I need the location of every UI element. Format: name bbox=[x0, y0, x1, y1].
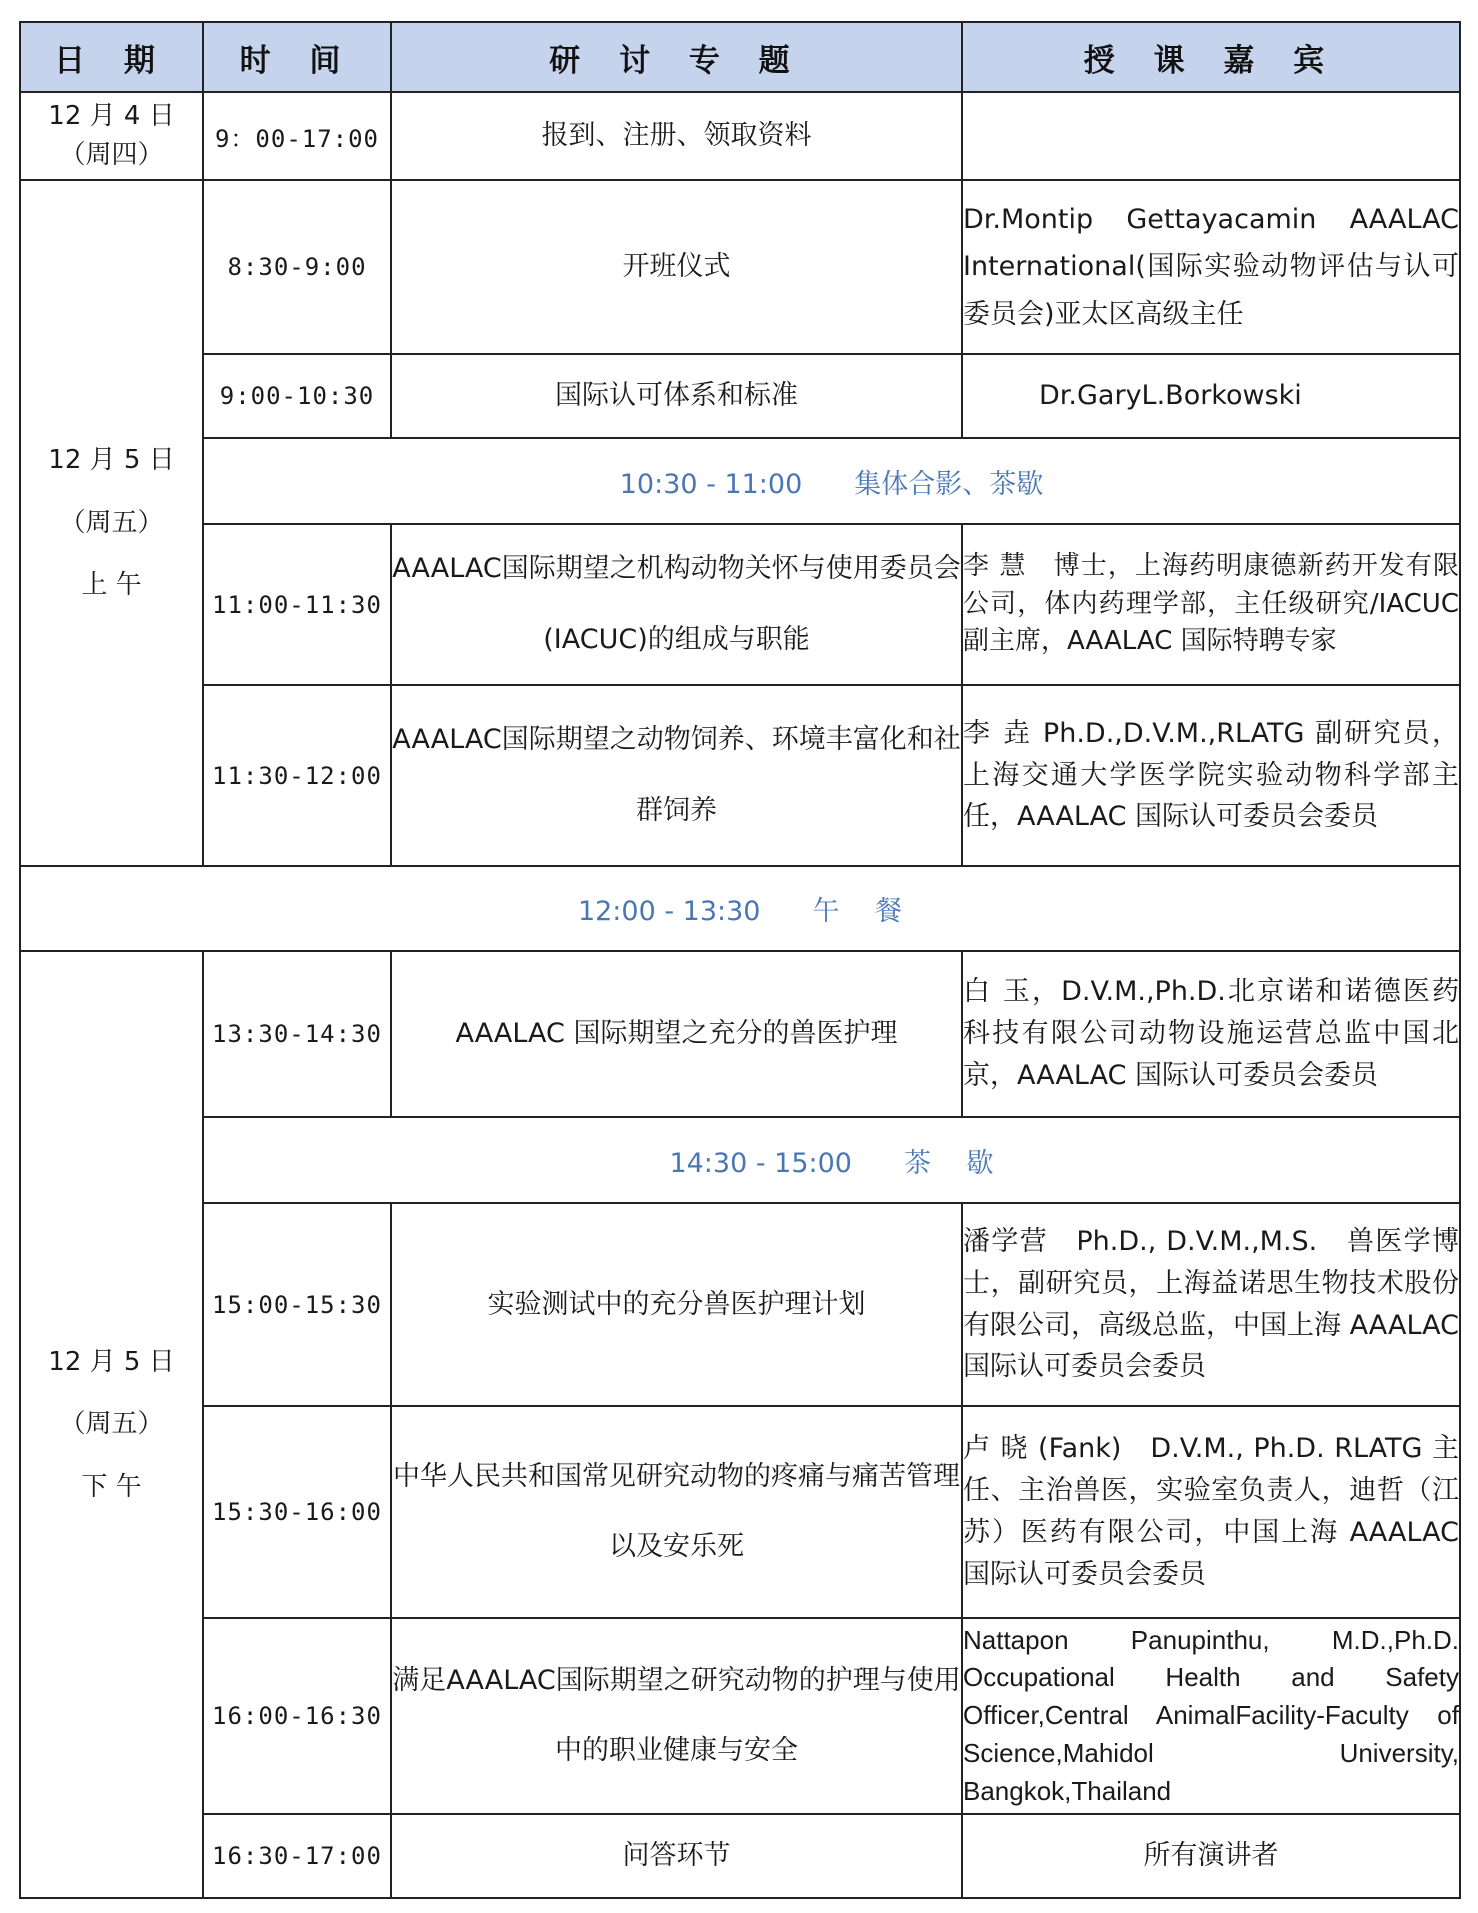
session-text: 上 午 bbox=[81, 570, 142, 601]
table-row bbox=[20, 1814, 1460, 1898]
speaker-cell: Dr.Montip Gettayacamin AAALAC International(国际实验动物评估与认可委员会)亚太区高级主任 bbox=[962, 180, 1460, 354]
time-cell: 16:00-16:30 bbox=[203, 1618, 391, 1814]
table-row bbox=[20, 354, 1460, 438]
break-label: 茶 歇 bbox=[903, 1147, 994, 1179]
break-time: 14:30 - 15:00 bbox=[669, 1147, 852, 1179]
date-text: 12 月 5 日 bbox=[48, 1346, 175, 1377]
time-cell: 11:00-11:30 bbox=[203, 524, 391, 685]
table-row bbox=[20, 1406, 1460, 1618]
speaker-cell: 卢 晓 (Fank) D.V.M., Ph.D. RLATG 主任、主治兽医，实验室负责人，迪哲（江苏）医药有限公司，中国上海 AAALAC 国际认可委员会委员 bbox=[962, 1406, 1460, 1618]
time-cell: 15:30-16:00 bbox=[203, 1406, 391, 1618]
break-row bbox=[20, 1117, 1460, 1203]
break-cell-lunch bbox=[20, 866, 1460, 951]
time-cell: 9：00-17:00 bbox=[203, 92, 391, 180]
header-topic: 研 讨 专 题 bbox=[391, 22, 962, 92]
table-row bbox=[20, 180, 1460, 354]
break-label: 集体合影、茶歇 bbox=[854, 468, 1044, 500]
table-row bbox=[20, 92, 1460, 180]
break-time: 10:30 - 11:00 bbox=[619, 468, 803, 500]
speaker-cell: Dr.GaryL.Borkowski bbox=[962, 354, 1460, 438]
speaker-cell: 李 垚 Ph.D.,D.V.M.,RLATG 副研究员，上海交通大学医学院实验动物科学部主任，AAALAC 国际认可委员会委员 bbox=[962, 685, 1460, 866]
speaker-cell: 潘学营 Ph.D., D.V.M.,M.S. 兽医学博士，副研究员，上海益诺思生物技术股份有限公司，高级总监，中国上海 AAALAC 国际认可委员会委员 bbox=[962, 1203, 1460, 1406]
table-row bbox=[20, 1618, 1460, 1814]
table-row bbox=[20, 1203, 1460, 1406]
header-time: 时 间 bbox=[203, 22, 391, 92]
time-cell: 13:30-14:30 bbox=[203, 951, 391, 1117]
date-cell-dec5-pm bbox=[20, 951, 203, 1898]
date-text: 12 月 5 日 bbox=[48, 445, 175, 476]
break-time: 12:00 - 13:30 bbox=[577, 896, 761, 927]
header-row bbox=[20, 22, 1460, 92]
weekday-text: （周五） bbox=[59, 507, 164, 538]
break-cell-tea bbox=[203, 1117, 1460, 1203]
date-text: 12 月 4 日 bbox=[48, 101, 175, 131]
time-cell: 16:30-17:00 bbox=[203, 1814, 391, 1898]
topic-cell: 问答环节 bbox=[391, 1814, 962, 1898]
time-cell: 8:30-9:00 bbox=[203, 180, 391, 354]
weekday-text: （周五） bbox=[59, 1409, 164, 1440]
table-row bbox=[20, 685, 1460, 866]
header-date: 日 期 bbox=[20, 22, 203, 92]
topic-cell: AAALAC国际期望之机构动物关怀与使用委员会(IACUC)的组成与职能 bbox=[391, 524, 962, 685]
topic-cell: 满足AAALAC国际期望之研究动物的护理与使用中的职业健康与安全 bbox=[391, 1618, 962, 1814]
topic-cell: AAALAC国际期望之动物饲养、环境丰富化和社群饲养 bbox=[391, 685, 962, 866]
header-speaker: 授 课 嘉 宾 bbox=[962, 22, 1460, 92]
speaker-cell: 白 玉，D.V.M.,Ph.D.北京诺和诺德医药科技有限公司动物设施运营总监中国北京，AAALAC 国际认可委员会委员 bbox=[962, 951, 1460, 1117]
speaker-cell: 李 慧 博士，上海药明康德新药开发有限公司，体内药理学部，主任级研究/IACUC 副主席，AAALAC 国际特聘专家 bbox=[962, 524, 1460, 685]
speaker-cell: Nattapon Panupinthu, M.D.,Ph.D. Occupational Health and Safety Officer,Central AnimalFacility-Faculty of Science,Mahidol University, Bangkok,Thailand bbox=[962, 1618, 1460, 1814]
break-row bbox=[20, 438, 1460, 524]
topic-cell: 中华人民共和国常见研究动物的疼痛与痛苦管理以及安乐死 bbox=[391, 1406, 962, 1618]
time-cell: 9:00-10:30 bbox=[203, 354, 391, 438]
schedule-table bbox=[19, 21, 1461, 1899]
topic-cell: AAALAC 国际期望之充分的兽医护理 bbox=[391, 951, 962, 1117]
time-cell: 15:00-15:30 bbox=[203, 1203, 391, 1406]
date-cell-dec4 bbox=[20, 92, 203, 180]
topic-cell: 开班仪式 bbox=[391, 180, 962, 354]
speaker-cell bbox=[962, 92, 1460, 180]
time-cell: 11:30-12:00 bbox=[203, 685, 391, 866]
speaker-cell: 所有演讲者 bbox=[962, 1814, 1460, 1898]
topic-cell: 报到、注册、领取资料 bbox=[391, 92, 962, 180]
session-text: 下 午 bbox=[81, 1471, 142, 1502]
table-row bbox=[20, 951, 1460, 1117]
table-row bbox=[20, 524, 1460, 685]
topic-cell: 国际认可体系和标准 bbox=[391, 354, 962, 438]
date-cell-dec5-am bbox=[20, 180, 203, 866]
break-label: 午 餐 bbox=[812, 896, 903, 927]
weekday-text: （周四） bbox=[59, 140, 164, 170]
break-row bbox=[20, 866, 1460, 951]
topic-cell: 实验测试中的充分兽医护理计划 bbox=[391, 1203, 962, 1406]
break-cell-tea-photo bbox=[203, 438, 1460, 524]
